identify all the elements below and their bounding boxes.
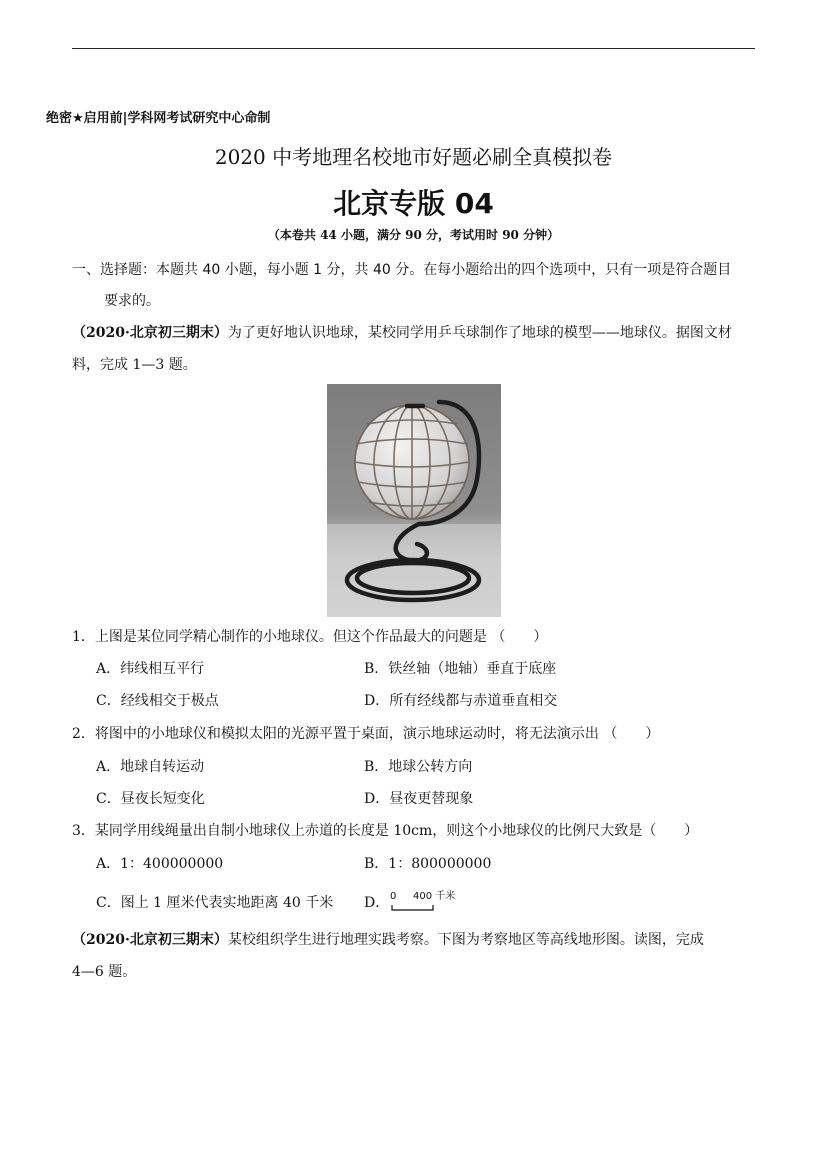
scale-bar-line — [392, 905, 433, 910]
section-instruction-line1: 一、选择题：本题共 40 小题，每小题 1 分，共 40 分。在每小题给出的四个选项中，只有一项是符合题目 — [72, 262, 732, 278]
passage1-text: 为了更好地认识地球，某校同学用乒乓球制作了地球的模型——地球仪。据图文材 — [227, 325, 732, 341]
exam-subtitle: 北京专版 04 — [333, 187, 494, 220]
question-3-option-a: A．1：400000000 — [96, 856, 224, 872]
question-1-option-b: B．铁丝轴（地轴）垂直于底座 — [364, 661, 557, 677]
passage2-line2: 4—6 题。 — [72, 964, 137, 980]
question-3-stem: 3．某同学用线绳量出自制小地球仪上赤道的长度是 10cm，则这个小地球仪的比例尺大致是（ ） — [72, 823, 699, 839]
question-2-option-a: A．地球自转运动 — [96, 759, 205, 775]
question-2-option-b: B．地球公转方向 — [364, 759, 473, 775]
passage1-source: （2020·北京初三期末） — [72, 325, 228, 341]
header-rule — [72, 48, 755, 49]
passage2-text: 某校组织学生进行地理实践考察。下图为考察地区等高线地形图。读图，完成 — [227, 932, 704, 948]
question-2-option-c: C．昼夜长短变化 — [96, 791, 205, 807]
question-3-option-d: D． — [364, 895, 390, 911]
scale-bar-label: 400 千米 — [413, 891, 456, 902]
question-2-option-d: D．昼夜更替现象 — [364, 791, 474, 807]
question-1-option-c: C．经线相交于极点 — [96, 693, 219, 709]
scale-bar — [389, 888, 469, 914]
passage2-source: （2020·北京初三期末） — [72, 932, 228, 948]
question-1-option-d: D．所有经线都与赤道垂直相交 — [364, 693, 558, 709]
passage2-line1 — [72, 930, 704, 950]
exam-meta: （本卷共 44 小题，满分 90 分，考试用时 90 分钟） — [267, 228, 560, 242]
secret-label: 绝密★启用前|学科网考试研究中心命制 — [46, 111, 271, 126]
passage1-line1 — [72, 323, 732, 343]
passage1-line2: 料，完成 1—3 题。 — [72, 357, 197, 373]
section-instruction-line2: 要求的。 — [104, 293, 160, 309]
globe-model-photo — [327, 384, 501, 617]
question-3-option-c: C．图上 1 厘米代表实地距离 40 千米 — [96, 895, 334, 911]
scale-bar-zero: 0 — [390, 891, 397, 902]
question-1-stem: 1．上图是某位同学精心制作的小地球仪。但这个作品最大的问题是 （ ） — [72, 629, 548, 645]
question-3-option-b: B．1：800000000 — [364, 856, 492, 872]
exam-title: 2020 中考地理名校地市好题必刷全真模拟卷 — [214, 145, 613, 169]
question-2-stem: 2．将图中的小地球仪和模拟太阳的光源平置于桌面，演示地球运动时，将无法演示出 （ ） — [72, 726, 660, 742]
question-1-option-a: A．纬线相互平行 — [96, 661, 205, 677]
